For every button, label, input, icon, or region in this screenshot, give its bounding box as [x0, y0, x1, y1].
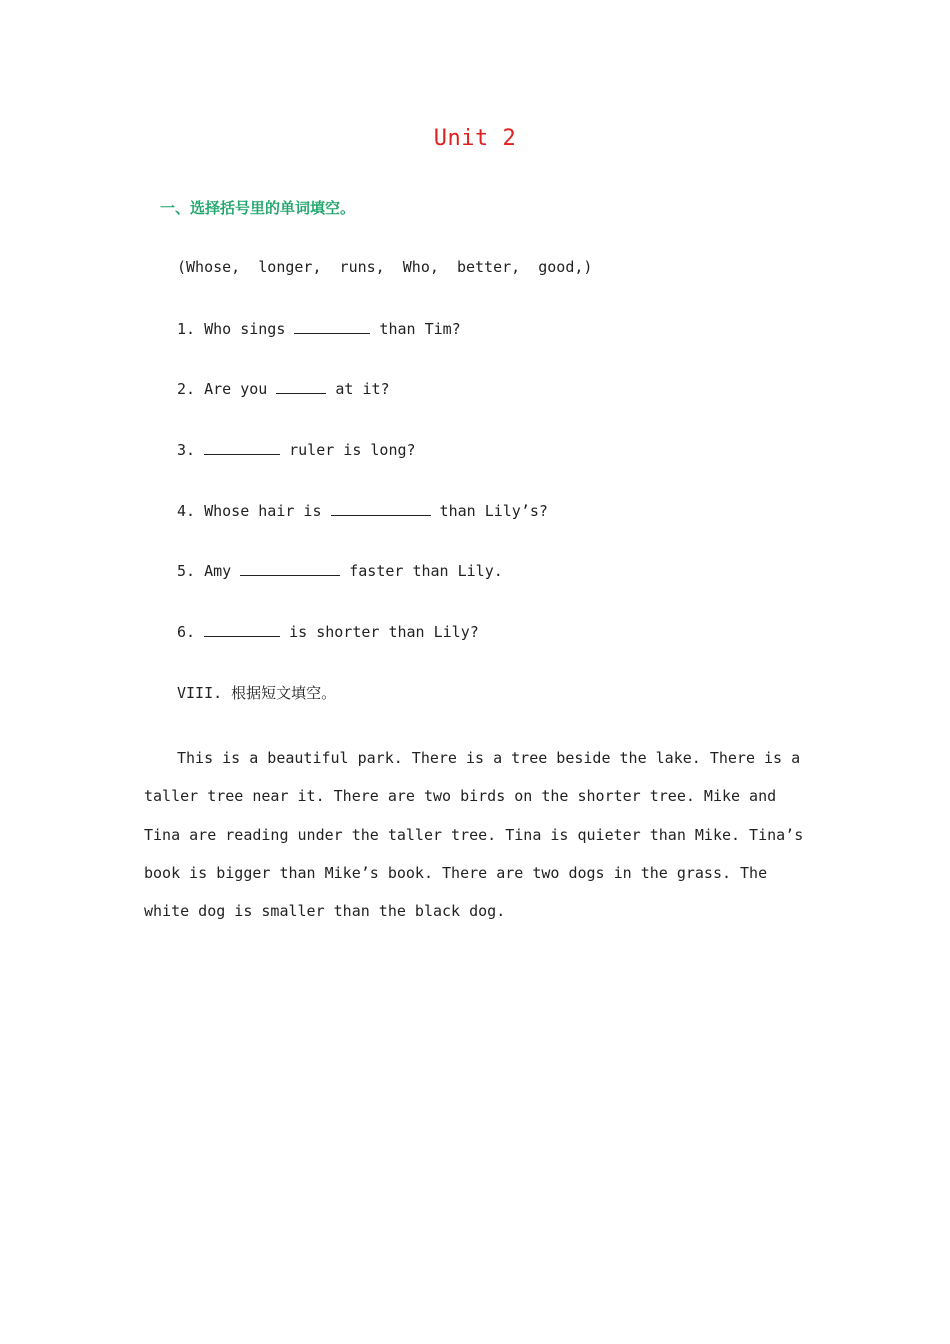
question-text-before: Are you [204, 380, 277, 398]
question-1 [177, 319, 461, 338]
question-number: 2. [177, 380, 196, 398]
word-bank: (Whose, longer, runs, Who, better, good,) [177, 258, 593, 276]
question-number: 1. [177, 320, 196, 338]
question-text-after: faster than Lily. [340, 562, 503, 580]
section-heading-fill-in-words: 一、选择括号里的单词填空。 [160, 199, 356, 217]
answer-blank[interactable] [276, 379, 326, 394]
question-text-before: Who sings [204, 320, 295, 338]
question-text-after: than Lily’s? [430, 502, 548, 520]
question-number: 4. [177, 502, 196, 520]
page-title: Unit 2 [433, 126, 517, 151]
question-text-after: is shorter than Lily? [280, 623, 479, 641]
question-5 [177, 561, 503, 580]
question-3 [177, 440, 416, 459]
question-4 [177, 501, 548, 520]
question-2 [177, 379, 390, 398]
answer-blank[interactable] [240, 561, 340, 576]
question-number: 3. [177, 441, 196, 459]
question-text-after: than Tim? [370, 320, 461, 338]
question-text-before: Whose hair is [204, 502, 331, 520]
reading-passage: This is a beautiful park. There is a tree beside the lake. There is a taller tree near it. There are two birds on the shorter tree. Mike and Tina are reading under the taller tree. Tina is quieter than Mike. Tina’s book is bigger than Mike’s book. There are two dogs in the grass. The white dog is smaller than the black dog. [144, 749, 804, 921]
answer-blank[interactable] [204, 440, 280, 455]
section-heading-passage: VIII. 根据短文填空。 [177, 684, 337, 702]
question-number: 5. [177, 562, 196, 580]
question-number: 6. [177, 623, 196, 641]
answer-blank[interactable] [294, 319, 370, 334]
question-6 [177, 622, 479, 641]
question-text-after: at it? [326, 380, 390, 398]
answer-blank[interactable] [204, 622, 280, 637]
question-text-after: ruler is long? [280, 441, 416, 459]
question-text-before: Amy [204, 562, 241, 580]
answer-blank[interactable] [331, 501, 431, 516]
